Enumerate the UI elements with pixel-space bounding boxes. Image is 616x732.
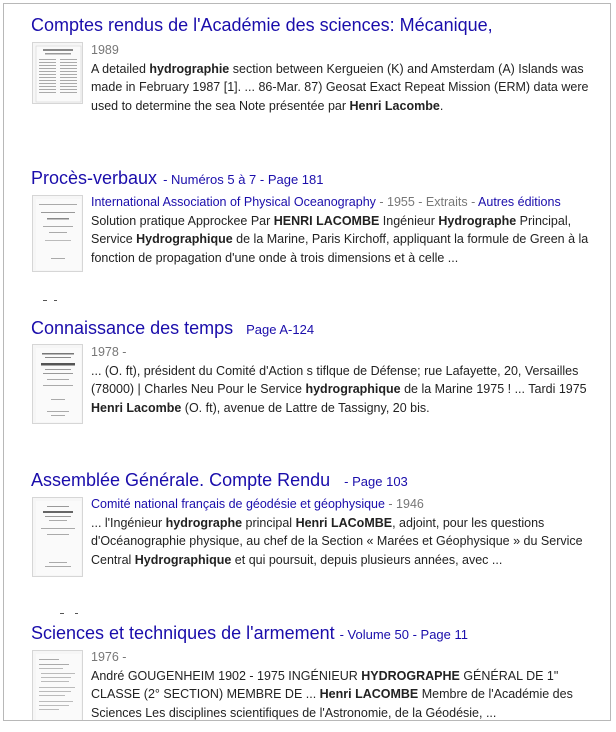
snippet-highlight: Henri Lacombe: [349, 98, 440, 113]
snippet-text: made in February 1987 [1]. ... 86-Mar. 87) Geosat Exact Repeat Mission (ERM) data were: [91, 80, 589, 94]
result-meta: [91, 193, 611, 212]
book-thumbnail[interactable]: [32, 195, 83, 272]
book-thumbnail[interactable]: [32, 650, 83, 721]
snippet-highlight: Henri LACoMBE: [295, 515, 393, 530]
snippet-line: [91, 380, 611, 399]
result-meta-suffix: - 1955 - Extraits -: [375, 195, 479, 209]
result-snippet: [91, 212, 611, 268]
snippet-text: used to determine the sea Note présentée par: [91, 98, 350, 113]
snippet-text: Solution pratique Approckee Par: [91, 213, 274, 228]
snippet-text: ... l'Ingénieur: [91, 515, 166, 530]
snippet-highlight: hydrographie: [149, 61, 230, 76]
snippet-line: [91, 704, 611, 722]
snippet-highlight: HENRI LACOMBE: [273, 213, 380, 228]
result-title[interactable]: Sciences et techniques de l'armement - Volume 50 - Page 11: [31, 623, 469, 643]
book-thumbnail[interactable]: [32, 42, 83, 104]
separator-mark: [43, 300, 47, 301]
snippet-text: A detailed: [91, 61, 150, 76]
snippet-highlight: Hydrographe: [438, 213, 517, 228]
snippet-line: [91, 60, 611, 79]
snippet-text: d'Océanographie physique, au chef de la Section « Marées et Géophysique » du Service: [91, 534, 583, 548]
snippet-highlight: hydrographe: [165, 515, 243, 530]
snippet-text: , adjoint, pour les questions: [392, 515, 545, 530]
snippet-text: ... (O. ft), président du Comité d'Action s tiflque de Défense; rue Lafayette, 20, Versailles: [91, 363, 579, 378]
snippet-highlight: Henri Lacombe: [91, 400, 182, 415]
result-snippet: [91, 514, 611, 570]
snippet-line: [91, 230, 611, 249]
snippet-line: [91, 249, 611, 268]
result-subtitle[interactable]: Page A-124: [246, 322, 315, 337]
search-results-frame: [3, 3, 611, 721]
snippet-text: GÉNÉRAL DE 1": [459, 668, 559, 683]
snippet-highlight: Hydrographique: [136, 232, 233, 246]
result-title[interactable]: Procès-verbaux - Numéros 5 à 7 - Page 181: [31, 168, 324, 188]
snippet-highlight: HYDROGRAPHE: [361, 668, 460, 683]
publisher-link[interactable]: International Association of Physical Oceanography: [91, 195, 376, 209]
snippet-text: de la Marine 1975 ! ... Tardi 1975: [400, 382, 587, 396]
result-body: [91, 495, 611, 569]
separator-mark: [75, 613, 78, 614]
snippet-text: Central: [91, 552, 135, 567]
result-snippet: [91, 667, 611, 722]
result-meta-suffix: - 1946: [384, 497, 424, 511]
snippet-line: [91, 78, 611, 97]
result-snippet: [91, 362, 611, 418]
result-title[interactable]: Comptes rendus de l'Académie des sciences: Mécanique,: [31, 15, 493, 35]
snippet-text: (O. ft), avenue de Lattre de Tassigny, 20 bis.: [181, 400, 430, 415]
result-body: [91, 193, 611, 267]
result-title[interactable]: Connaissance des temps Page A-124: [31, 318, 315, 338]
snippet-line: [91, 667, 611, 686]
snippet-highlight: Henri LACOMBE: [319, 687, 419, 701]
snippet-text: André GOUGENHEIM 1902 - 1975 INGÉNIEUR: [91, 668, 362, 683]
separator-mark: [60, 613, 64, 614]
snippet-text: de la Marine, Paris Kirchoff, appliquant la formule de Green à la: [232, 232, 589, 246]
snippet-text: Principal,: [516, 213, 572, 228]
separator-mark: [54, 300, 57, 301]
result-body: [91, 648, 611, 721]
book-thumbnail[interactable]: [32, 344, 83, 424]
snippet-text: Sciences Les disciplines scientifiques de l'Astronomie, de la Géodésie, ...: [91, 705, 497, 720]
snippet-line: [91, 514, 611, 533]
snippet-text: et qui poursuit, depuis plusieurs années, avec ...: [231, 552, 503, 567]
result-year: 1989: [91, 43, 119, 57]
snippet-line: [91, 97, 611, 116]
result-snippet: [91, 60, 611, 116]
result-subtitle[interactable]: - Numéros 5 à 7 - Page 181: [163, 172, 324, 187]
snippet-text: principal: [242, 515, 296, 530]
snippet-highlight: Hydrographique: [134, 552, 232, 567]
snippet-line: [91, 399, 611, 418]
snippet-text: (78000) | Charles Neu Pour le Service: [91, 382, 306, 396]
result-body: [91, 41, 611, 115]
snippet-text: .: [439, 98, 444, 113]
snippet-text: fonction de propagation d'une onde à trois dimensions et à celle ...: [91, 250, 459, 265]
snippet-text: section between Kergueien (K) and Amsterdam (A) Islands was: [229, 61, 584, 76]
result-year: 1978 -: [91, 345, 127, 359]
snippet-text: Service: [91, 232, 137, 246]
result-subtitle[interactable]: - Volume 50 - Page 11: [339, 627, 469, 642]
book-thumbnail[interactable]: [32, 497, 83, 577]
publisher-link[interactable]: Comité national français de géodésie et géophysique: [91, 497, 385, 511]
result-year: 1976 -: [91, 650, 127, 664]
snippet-highlight: hydrographique: [305, 382, 401, 396]
snippet-line: [91, 551, 611, 570]
snippet-text: Ingénieur: [379, 213, 439, 228]
snippet-line: [91, 362, 611, 381]
snippet-text: Membre de l'Académie des: [418, 687, 573, 701]
result-subtitle[interactable]: - Page 103: [344, 474, 408, 489]
result-meta: [91, 495, 611, 514]
other-editions-link[interactable]: Autres éditions: [478, 195, 561, 209]
result-title[interactable]: Assemblée Générale. Compte Rendu - Page 103: [31, 470, 408, 490]
snippet-line: [91, 532, 611, 551]
snippet-line: [91, 212, 611, 231]
snippet-text: CLASSE (2° SECTION) MEMBRE DE ...: [91, 687, 320, 701]
snippet-line: [91, 685, 611, 704]
result-body: [91, 343, 611, 417]
